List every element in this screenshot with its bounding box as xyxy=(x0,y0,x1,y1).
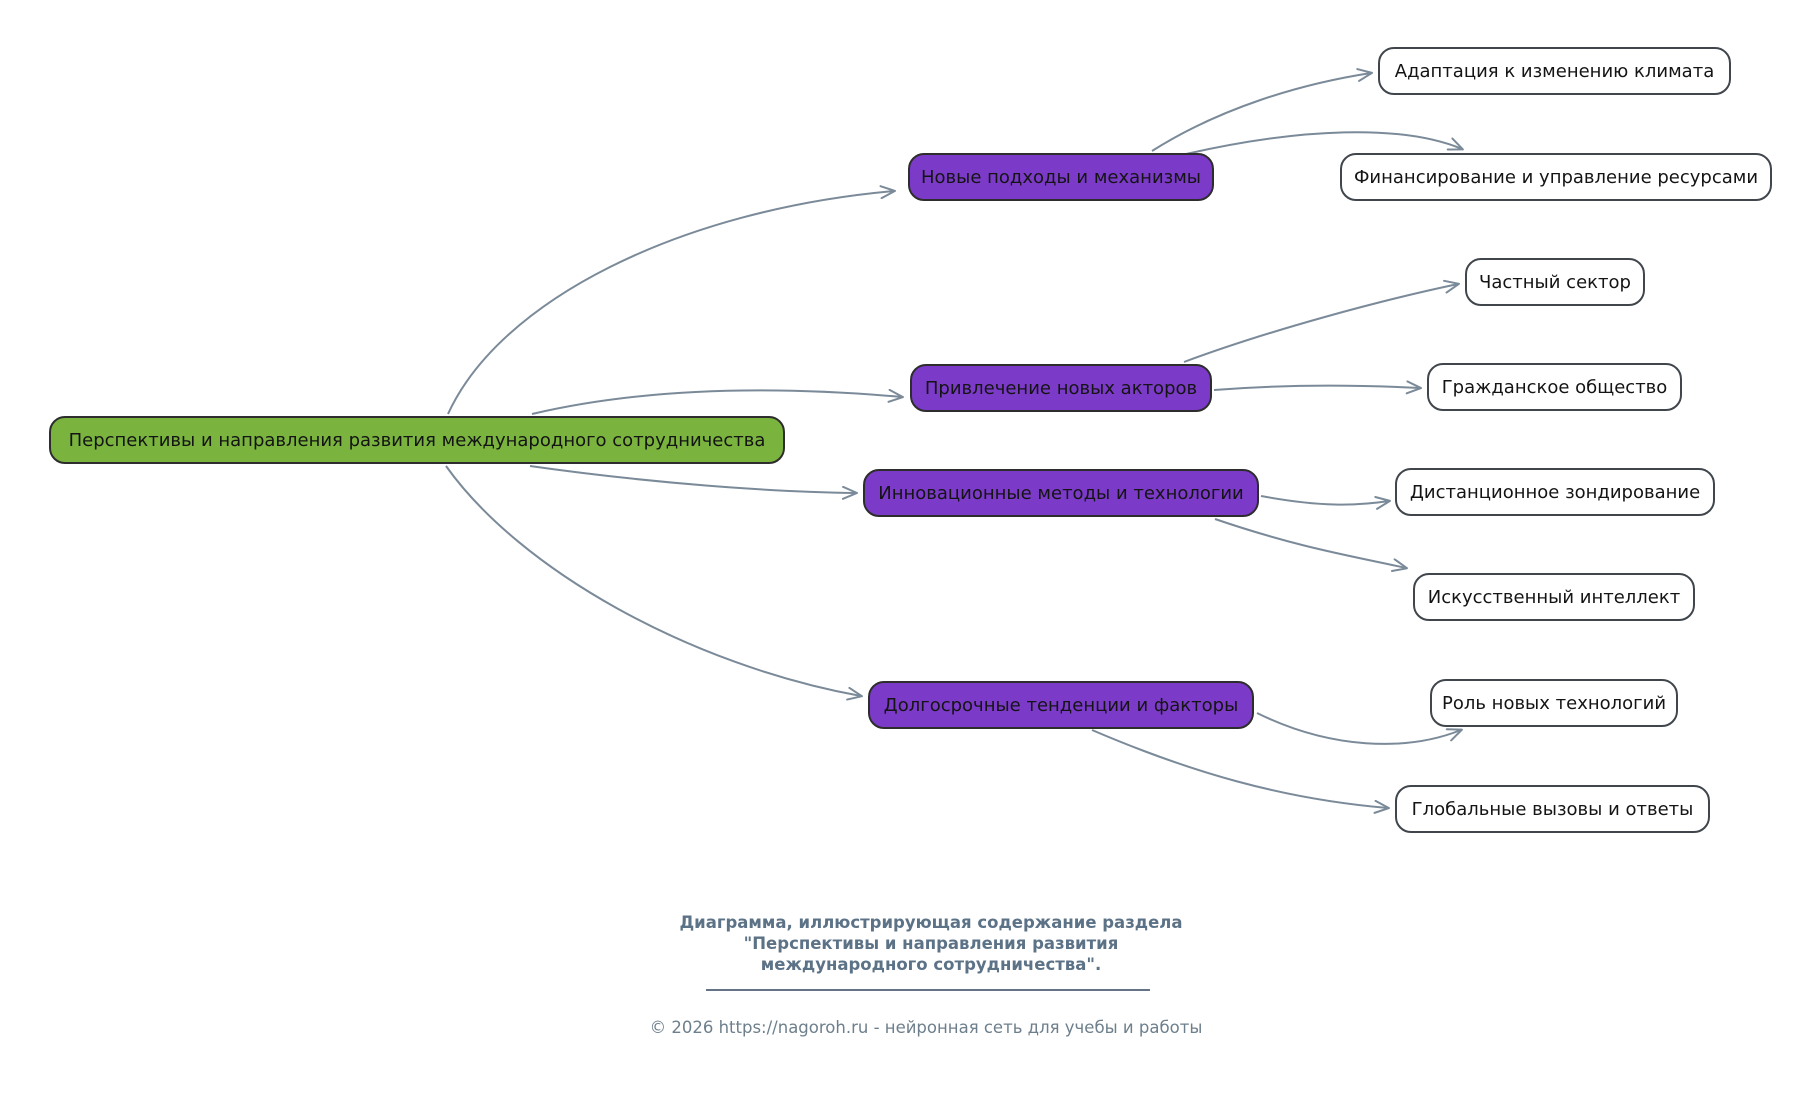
root-node-international-cooperation xyxy=(49,416,785,464)
leaf-node-label: Искусственный интеллект xyxy=(1427,586,1681,608)
root-node-label: Перспективы и направления развития международного сотрудничества xyxy=(68,429,766,451)
leaf-node-global-challenges xyxy=(1395,785,1710,833)
branch-node-label: Новые подходы и механизмы xyxy=(920,166,1202,188)
leaf-node-label: Роль новых технологий xyxy=(1441,692,1667,714)
leaf-node-label: Финансирование и управление ресурсами xyxy=(1353,166,1759,188)
edge-root-to-branch-4 xyxy=(446,466,861,696)
edge-branch-1-to-leaf-climate xyxy=(1152,73,1371,151)
edge-branch-3-to-leaf-ai xyxy=(1215,519,1406,568)
leaf-node-private-sector xyxy=(1465,258,1645,306)
caption-divider-line xyxy=(706,989,1150,991)
branch-node-new-actors xyxy=(910,364,1212,412)
branch-node-label: Привлечение новых акторов xyxy=(924,377,1198,399)
caption-line-1: Диаграмма, иллюстрирующая содержание раздела xyxy=(679,913,1183,932)
leaf-node-civil-society xyxy=(1427,363,1682,411)
branch-node-label: Инновационные методы и технологии xyxy=(878,482,1244,504)
caption-line-3: международного сотрудничества". xyxy=(760,955,1102,974)
leaf-node-remote-sensing xyxy=(1395,468,1715,516)
leaf-node-label: Гражданское общество xyxy=(1441,376,1668,398)
edge-branch-3-to-leaf-remote-sensing xyxy=(1261,496,1389,505)
diagram-caption xyxy=(610,912,1252,975)
leaf-node-artificial-intelligence xyxy=(1413,573,1695,621)
leaf-node-label: Дистанционное зондирование xyxy=(1409,481,1701,503)
edge-branch-2-to-leaf-private-sector xyxy=(1184,284,1458,362)
edge-root-to-branch-2 xyxy=(532,390,902,414)
leaf-node-financing-resources xyxy=(1340,153,1772,201)
leaf-node-label: Адаптация к изменению климата xyxy=(1394,60,1715,82)
branch-node-long-term-trends xyxy=(868,681,1254,729)
edge-root-to-branch-3 xyxy=(530,466,856,493)
branch-node-label: Долгосрочные тенденции и факторы xyxy=(883,694,1239,716)
edge-branch-2-to-leaf-civil-society xyxy=(1214,386,1420,390)
edge-branch-4-to-leaf-global xyxy=(1092,730,1388,808)
edge-root-to-branch-1 xyxy=(448,191,894,414)
branch-node-innovative-methods xyxy=(863,469,1259,517)
leaf-node-label: Частный сектор xyxy=(1479,271,1631,293)
leaf-node-label: Глобальные вызовы и ответы xyxy=(1411,798,1694,820)
caption-line-2: "Перспективы и направления развития xyxy=(743,934,1119,953)
edge-branch-1-to-leaf-financing xyxy=(1186,132,1462,154)
branch-node-new-approaches xyxy=(908,153,1214,201)
edge-branch-4-to-leaf-new-tech xyxy=(1257,713,1461,744)
leaf-node-climate-adaptation xyxy=(1378,47,1731,95)
leaf-node-new-tech-role xyxy=(1430,679,1678,727)
copyright-watermark: © 2026 https://nagoroh.ru - нейронная сеть для учебы и работы xyxy=(649,1018,1203,1037)
